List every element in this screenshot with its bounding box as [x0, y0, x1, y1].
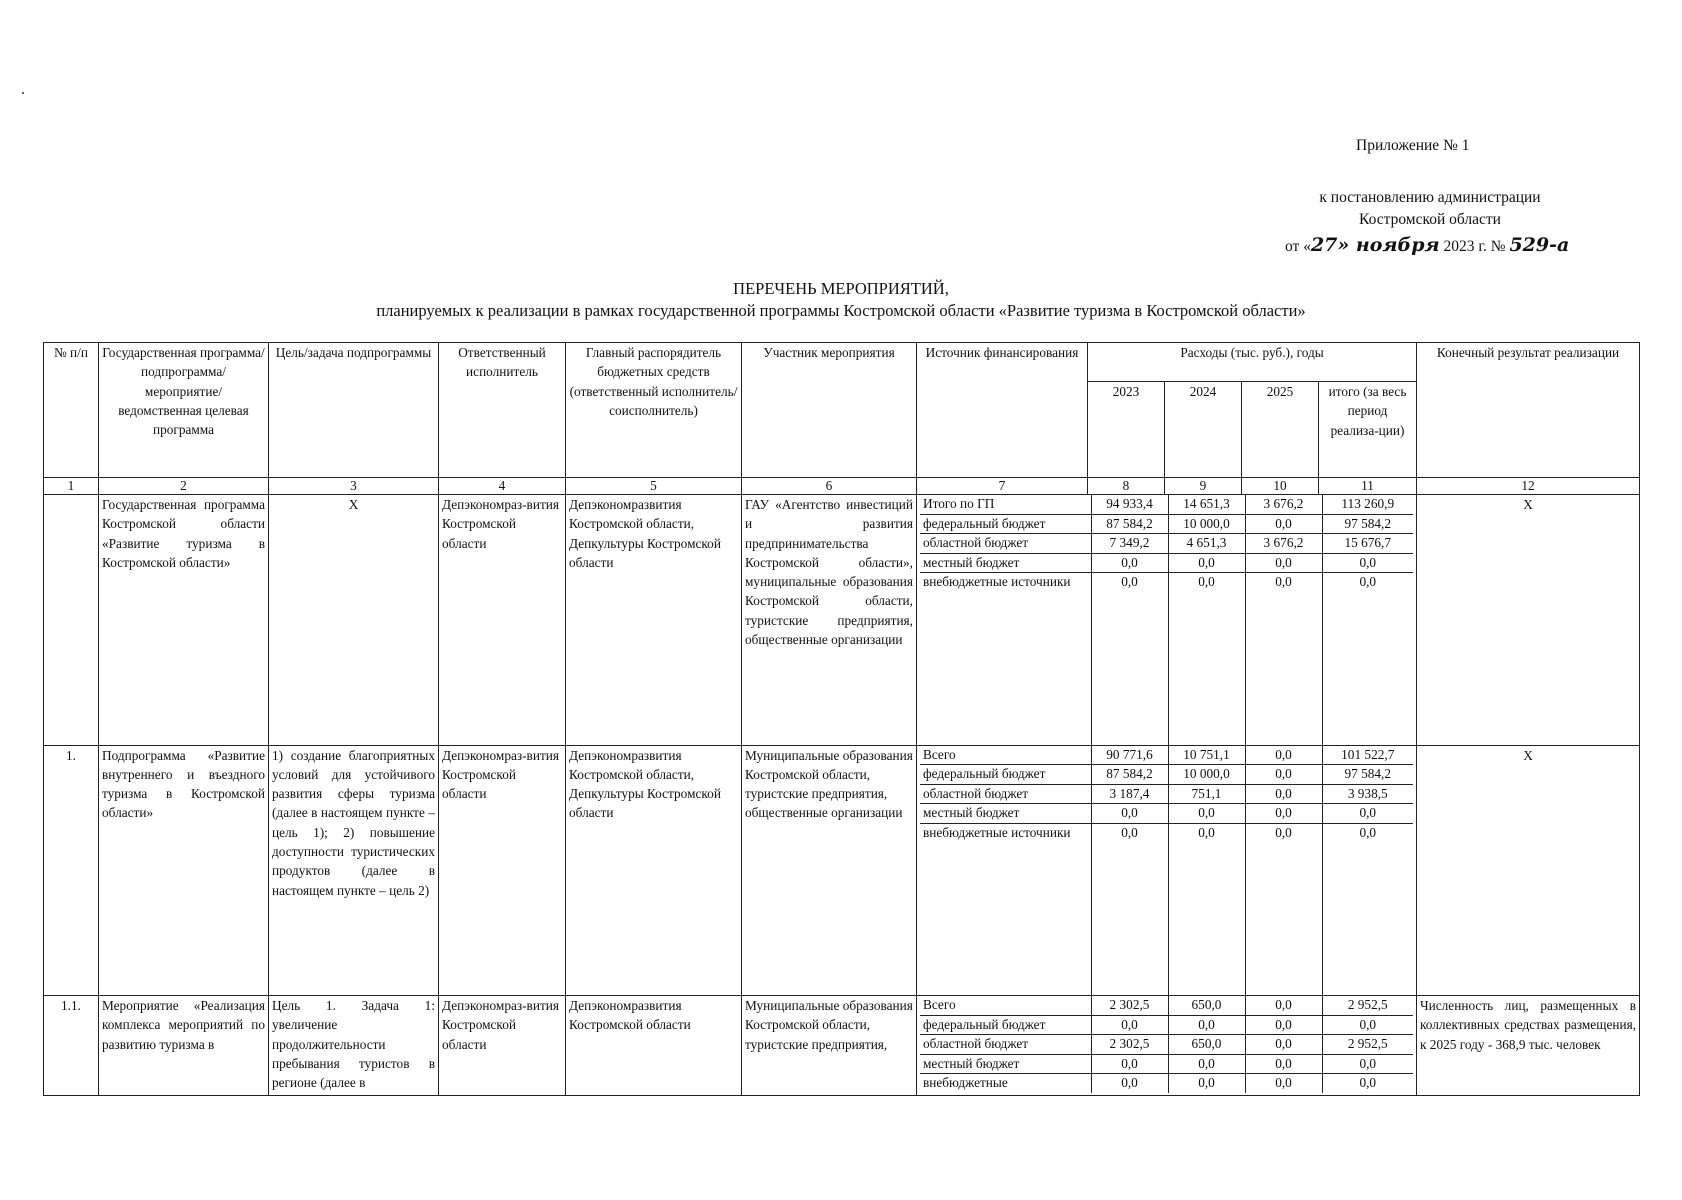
header-program: Государственная программа/ подпрограмма/ мероприятие/ ведомственная целевая программа [99, 343, 269, 478]
funding-2024: 4 651,3 [1168, 534, 1245, 554]
decree-date-line [1285, 234, 1569, 256]
header-total: итого (за весь период реализа-ции) [1319, 382, 1417, 478]
table-header-row [44, 343, 1640, 382]
scan-speck [22, 92, 24, 94]
col-number: 1 [44, 478, 99, 495]
row-executor: Депэкономраз-вития Костромской области [439, 495, 566, 746]
funding-total: 0,0 [1322, 1074, 1413, 1093]
funding-total: 0,0 [1322, 1054, 1413, 1074]
measures-table [43, 342, 1640, 1096]
funding-2023: 0,0 [1091, 573, 1168, 745]
funding-2023: 0,0 [1091, 1054, 1168, 1074]
funding-row [920, 534, 1413, 554]
funding-2024: 0,0 [1168, 823, 1245, 995]
header-source: Источник финансирования [917, 343, 1088, 478]
row-num: 1.1. [44, 996, 99, 1096]
column-number-row [44, 478, 1640, 495]
funding-row [920, 746, 1413, 765]
row-participant: ГАУ «Агентство инвестиций и развития предпринимательства Костромской области», муниципальные образования Костромской области, туристские предприятия, общественные организации [742, 495, 917, 746]
decree-line-1: к постановлению администрации [1319, 189, 1541, 206]
funding-2024: 0,0 [1168, 553, 1245, 573]
funding-2025: 0,0 [1245, 1054, 1322, 1074]
row-executor: Депэкономраз-вития Костромской области [439, 996, 566, 1096]
funding-source: Всего [920, 996, 1091, 1015]
funding-2023: 0,0 [1091, 804, 1168, 824]
funding-row [920, 784, 1413, 804]
funding-2023: 87 584,2 [1091, 514, 1168, 534]
funding-row [920, 1074, 1413, 1093]
funding-2025: 0,0 [1245, 573, 1322, 745]
funding-2023: 0,0 [1091, 1074, 1168, 1093]
header-distributor: Главный распорядитель бюджетных средств (ответственный исполнитель/соисполнитель) [566, 343, 742, 478]
row-participant: Муниципальные образования Костромской области, туристские предприятия, общественные организации [742, 745, 917, 996]
funding-row [920, 1035, 1413, 1055]
funding-row [920, 573, 1413, 745]
decree-line-2: Костромской области [1359, 211, 1501, 228]
col-number: 8 [1088, 478, 1165, 495]
funding-total: 0,0 [1322, 553, 1413, 573]
funding-source: областной бюджет [920, 1035, 1091, 1055]
funding-total: 2 952,5 [1322, 1035, 1413, 1055]
funding-2025: 0,0 [1245, 1015, 1322, 1035]
funding-total: 0,0 [1322, 823, 1413, 995]
funding-2024: 10 751,1 [1168, 746, 1245, 765]
funding-2025: 0,0 [1245, 1035, 1322, 1055]
funding-source: внебюджетные [923, 1075, 1008, 1090]
funding-2023: 2 302,5 [1091, 996, 1168, 1015]
funding-source: местный бюджет [920, 1054, 1091, 1074]
row-program: Мероприятие «Реализация комплекса мероприятий по развитию туризма в [99, 996, 269, 1096]
funding-source: областной бюджет [920, 784, 1091, 804]
funding-2025: 0,0 [1245, 765, 1322, 785]
funding-source: внебюджетные источники [923, 574, 1071, 589]
row-executor: Депэкономраз-вития Костромской области [439, 745, 566, 996]
funding-2025: 0,0 [1245, 514, 1322, 534]
funding-total: 0,0 [1322, 1015, 1413, 1035]
funding-2025: 0,0 [1245, 823, 1322, 995]
funding-row [920, 804, 1413, 824]
funding-block [917, 745, 1417, 996]
funding-2025: 0,0 [1245, 996, 1322, 1015]
funding-source: федеральный бюджет [920, 1015, 1091, 1035]
row-participant: Муниципальные образования Костромской области, туристские предприятия, [742, 996, 917, 1096]
funding-total: 97 584,2 [1322, 765, 1413, 785]
funding-row [920, 1015, 1413, 1035]
row-program: Подпрограмма «Развитие внутреннего и въездного туризма в Костромской области» [99, 745, 269, 996]
date-prefix: от « [1285, 238, 1311, 255]
document-subtitle: планируемых к реализации в рамках государственной программы Костромской области «Развитие туризма в Костромской области» [376, 301, 1306, 320]
row-goal: X [269, 495, 439, 746]
funding-2024: 0,0 [1168, 1054, 1245, 1074]
handwritten-number: 529-а [1509, 234, 1570, 256]
funding-2024: 0,0 [1168, 1015, 1245, 1035]
funding-2023: 0,0 [1091, 823, 1168, 995]
col-number: 4 [439, 478, 566, 495]
funding-total: 101 522,7 [1322, 746, 1413, 765]
handwritten-date: 27» ноября [1310, 234, 1440, 256]
header-expenses: Расходы (тыс. руб.), годы [1088, 343, 1417, 382]
funding-2025: 0,0 [1245, 746, 1322, 765]
header-participant: Участник мероприятия [742, 343, 917, 478]
funding-block [917, 996, 1417, 1096]
col-number: 5 [566, 478, 742, 495]
funding-2023: 0,0 [1091, 553, 1168, 573]
funding-row [920, 495, 1413, 514]
funding-2025: 0,0 [1245, 804, 1322, 824]
col-number: 3 [269, 478, 439, 495]
funding-2023: 87 584,2 [1091, 765, 1168, 785]
funding-2024: 650,0 [1168, 1035, 1245, 1055]
funding-row [920, 765, 1413, 785]
funding-total: 113 260,9 [1322, 495, 1413, 514]
header-goal: Цель/задача подпрограммы [269, 343, 439, 478]
funding-2023: 2 302,5 [1091, 1035, 1168, 1055]
row-distributor: Депэкономразвития Костромской области, Депкультуры Костромской области [566, 495, 742, 746]
funding-2024: 10 000,0 [1168, 765, 1245, 785]
col-number: 11 [1319, 478, 1417, 495]
row-result: X [1417, 495, 1640, 746]
funding-2025: 0,0 [1245, 784, 1322, 804]
funding-2024: 0,0 [1168, 1074, 1245, 1093]
col-number: 9 [1165, 478, 1242, 495]
funding-source: федеральный бюджет [920, 765, 1091, 785]
funding-row [920, 553, 1413, 573]
header-2025: 2025 [1242, 382, 1319, 478]
funding-2024: 751,1 [1168, 784, 1245, 804]
row-goal: Цель 1. Задача 1: увеличение продолжительности пребывания туристов в регионе (далее в [269, 996, 439, 1096]
document-title: ПЕРЕЧЕНЬ МЕРОПРИЯТИЙ, [733, 279, 949, 298]
header-executor: Ответственный исполнитель [439, 343, 566, 478]
funding-total: 3 938,5 [1322, 784, 1413, 804]
header-2023: 2023 [1088, 382, 1165, 478]
funding-row [920, 1054, 1413, 1074]
funding-2024: 650,0 [1168, 996, 1245, 1015]
funding-2023: 90 771,6 [1091, 746, 1168, 765]
funding-2024: 0,0 [1168, 804, 1245, 824]
funding-block [917, 495, 1417, 746]
funding-source: федеральный бюджет [920, 514, 1091, 534]
col-number: 2 [99, 478, 269, 495]
row-result: X [1417, 745, 1640, 996]
date-suffix: 2023 г. № [1443, 238, 1506, 255]
funding-source: областной бюджет [920, 534, 1091, 554]
table-row [44, 745, 1640, 996]
funding-2023: 3 187,4 [1091, 784, 1168, 804]
funding-total: 0,0 [1322, 804, 1413, 824]
appendix-label: Приложение № 1 [1356, 137, 1470, 154]
row-program: Государственная программа Костромской области «Развитие туризма в Костромской области» [99, 495, 269, 746]
funding-total: 15 676,7 [1322, 534, 1413, 554]
row-goal: 1) создание благоприятных условий для устойчивого развития сферы туризма (далее в настоящем пункте – цель 1); 2) повышение доступности туристических продуктов (далее в настоящем пункте – цель 2) [269, 745, 439, 996]
funding-2024: 10 000,0 [1168, 514, 1245, 534]
funding-row [920, 823, 1413, 995]
col-number: 12 [1417, 478, 1640, 495]
funding-source: местный бюджет [920, 553, 1091, 573]
table-row [44, 996, 1640, 1096]
funding-total: 97 584,2 [1322, 514, 1413, 534]
funding-2023: 7 349,2 [1091, 534, 1168, 554]
funding-2025: 3 676,2 [1245, 495, 1322, 514]
row-result: Численность лиц, размещенных в коллективных средствах размещения, к 2025 году - 368,9 тыс. человек [1417, 996, 1640, 1096]
header-result: Конечный результат реализации [1417, 343, 1640, 478]
col-number: 10 [1242, 478, 1319, 495]
funding-2023: 0,0 [1091, 1015, 1168, 1035]
funding-row [920, 514, 1413, 534]
funding-row [920, 996, 1413, 1015]
funding-2023: 94 933,4 [1091, 495, 1168, 514]
funding-2025: 3 676,2 [1245, 534, 1322, 554]
header-2024: 2024 [1165, 382, 1242, 478]
funding-2025: 0,0 [1245, 553, 1322, 573]
row-num [44, 495, 99, 746]
funding-2024: 14 651,3 [1168, 495, 1245, 514]
table-row [44, 495, 1640, 746]
col-number: 6 [742, 478, 917, 495]
funding-2024: 0,0 [1168, 573, 1245, 745]
col-number: 7 [917, 478, 1088, 495]
header-num: № п/п [44, 343, 99, 478]
funding-source: внебюджетные источники [923, 824, 1071, 840]
row-distributor: Депэкономразвития Костромской области, Депкультуры Костромской области [566, 745, 742, 996]
funding-source: Всего [920, 746, 1091, 765]
row-distributor: Депэкономразвития Костромской области [566, 996, 742, 1096]
funding-source: Итого по ГП [920, 495, 1091, 514]
funding-source: местный бюджет [920, 804, 1091, 824]
funding-total: 0,0 [1322, 573, 1413, 745]
funding-2025: 0,0 [1245, 1074, 1322, 1093]
row-num: 1. [44, 745, 99, 996]
funding-total: 2 952,5 [1322, 996, 1413, 1015]
